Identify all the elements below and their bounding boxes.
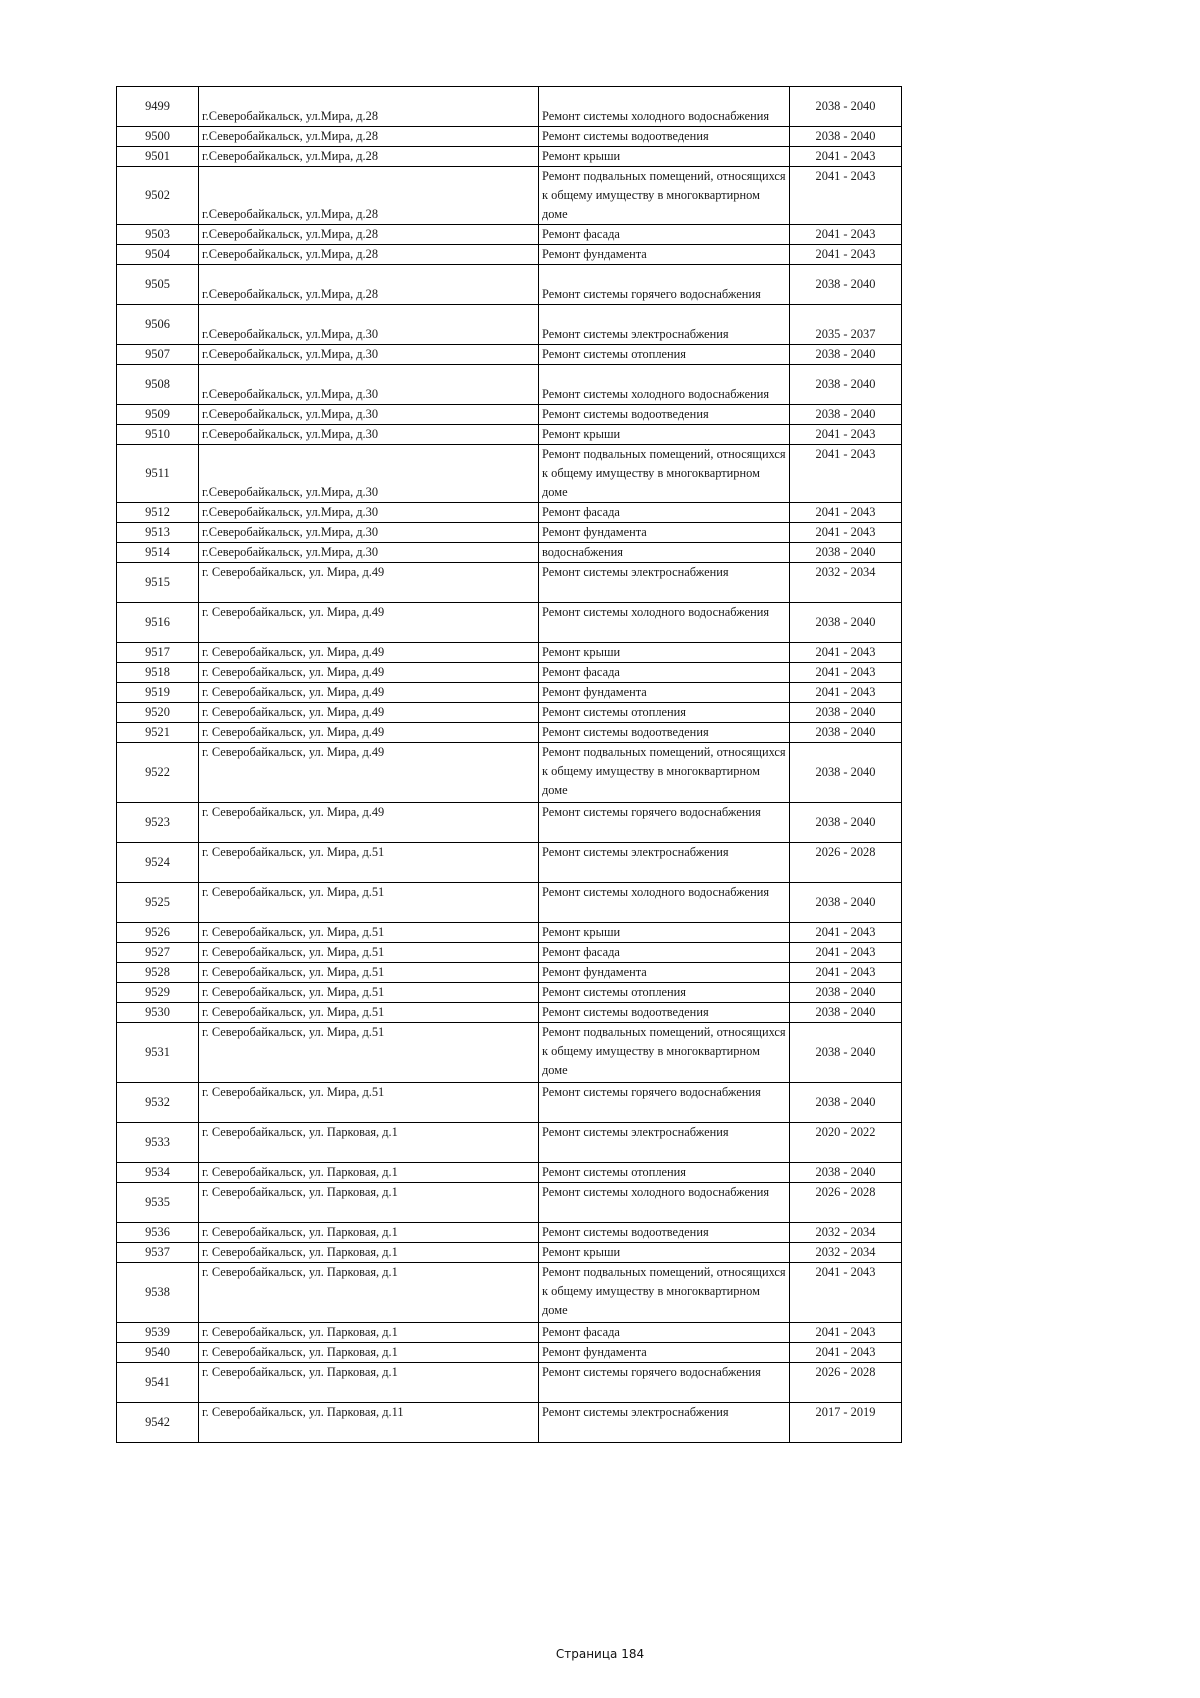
row-number: 9533 xyxy=(117,1123,199,1163)
row-number: 9535 xyxy=(117,1183,199,1223)
table-row xyxy=(117,803,902,843)
address-cell: г.Северобайкальск, ул.Мира, д.28 xyxy=(199,167,539,225)
work-type-cell: Ремонт системы электроснабжения xyxy=(539,843,790,883)
period-cell: 2026 - 2028 xyxy=(790,1183,902,1223)
table-row xyxy=(117,265,902,305)
row-number: 9518 xyxy=(117,663,199,683)
table-row xyxy=(117,563,902,603)
table-row xyxy=(117,883,902,923)
address-cell: г. Северобайкальск, ул. Мира, д.51 xyxy=(199,923,539,943)
work-type-cell: Ремонт крыши xyxy=(539,425,790,445)
row-number: 9519 xyxy=(117,683,199,703)
period-cell: 2038 - 2040 xyxy=(790,743,902,803)
period-cell: 2041 - 2043 xyxy=(790,425,902,445)
address-cell: г.Северобайкальск, ул.Мира, д.30 xyxy=(199,425,539,445)
period-cell: 2038 - 2040 xyxy=(790,365,902,405)
address-cell: г.Северобайкальск, ул.Мира, д.28 xyxy=(199,245,539,265)
work-type-cell: Ремонт системы холодного водоснабжения xyxy=(539,603,790,643)
address-cell: г. Северобайкальск, ул. Мира, д.51 xyxy=(199,943,539,963)
work-type-cell: Ремонт подвальных помещений, относящихся к общему имуществу в многоквартирном доме xyxy=(539,1023,790,1083)
row-number: 9538 xyxy=(117,1263,199,1323)
period-cell: 2041 - 2043 xyxy=(790,683,902,703)
row-number: 9512 xyxy=(117,503,199,523)
row-number: 9507 xyxy=(117,345,199,365)
row-number: 9526 xyxy=(117,923,199,943)
row-number: 9505 xyxy=(117,265,199,305)
period-cell: 2041 - 2043 xyxy=(790,943,902,963)
address-cell: г.Северобайкальск, ул.Мира, д.30 xyxy=(199,445,539,503)
row-number: 9542 xyxy=(117,1403,199,1443)
period-cell: 2041 - 2043 xyxy=(790,963,902,983)
work-type-cell: Ремонт фасада xyxy=(539,225,790,245)
period-cell: 2038 - 2040 xyxy=(790,127,902,147)
table-row xyxy=(117,1123,902,1163)
row-number: 9510 xyxy=(117,425,199,445)
table-row xyxy=(117,87,902,127)
address-cell: г.Северобайкальск, ул.Мира, д.28 xyxy=(199,87,539,127)
table-row xyxy=(117,225,902,245)
table-row xyxy=(117,703,902,723)
address-cell: г. Северобайкальск, ул. Мира, д.49 xyxy=(199,563,539,603)
work-type-cell: Ремонт системы водоотведения xyxy=(539,127,790,147)
table-row xyxy=(117,723,902,743)
address-cell: г. Северобайкальск, ул. Парковая, д.1 xyxy=(199,1363,539,1403)
table-row xyxy=(117,1023,902,1083)
work-type-cell: Ремонт системы отопления xyxy=(539,1163,790,1183)
row-number: 9513 xyxy=(117,523,199,543)
table-row xyxy=(117,1083,902,1123)
work-type-cell: Ремонт системы горячего водоснабжения xyxy=(539,803,790,843)
address-cell: г. Северобайкальск, ул. Мира, д.49 xyxy=(199,683,539,703)
work-type-cell: Ремонт системы водоотведения xyxy=(539,1003,790,1023)
row-number: 9515 xyxy=(117,563,199,603)
table-row xyxy=(117,743,902,803)
row-number: 9525 xyxy=(117,883,199,923)
table-row xyxy=(117,983,902,1003)
address-cell: г. Северобайкальск, ул. Мира, д.49 xyxy=(199,663,539,683)
period-cell: 2038 - 2040 xyxy=(790,1003,902,1023)
row-number: 9541 xyxy=(117,1363,199,1403)
period-cell: 2041 - 2043 xyxy=(790,245,902,265)
work-type-cell: Ремонт системы горячего водоснабжения xyxy=(539,1363,790,1403)
address-cell: г.Северобайкальск, ул.Мира, д.28 xyxy=(199,147,539,167)
address-cell: г. Северобайкальск, ул. Мира, д.51 xyxy=(199,843,539,883)
row-number: 9508 xyxy=(117,365,199,405)
period-cell: 2041 - 2043 xyxy=(790,225,902,245)
row-number: 9520 xyxy=(117,703,199,723)
work-type-cell: Ремонт фасада xyxy=(539,503,790,523)
address-cell: г.Северобайкальск, ул.Мира, д.30 xyxy=(199,523,539,543)
address-cell: г. Северобайкальск, ул. Парковая, д.1 xyxy=(199,1223,539,1243)
work-type-cell: Ремонт фундамента xyxy=(539,523,790,543)
table-row xyxy=(117,1343,902,1363)
address-cell: г. Северобайкальск, ул. Мира, д.49 xyxy=(199,603,539,643)
row-number: 9517 xyxy=(117,643,199,663)
row-number: 9506 xyxy=(117,305,199,345)
table-row xyxy=(117,1363,902,1403)
row-number: 9532 xyxy=(117,1083,199,1123)
repair-schedule-table xyxy=(116,86,902,1443)
address-cell: г.Северобайкальск, ул.Мира, д.28 xyxy=(199,265,539,305)
table-row xyxy=(117,1243,902,1263)
table-row xyxy=(117,245,902,265)
work-type-cell: Ремонт системы водоотведения xyxy=(539,405,790,425)
period-cell: 2041 - 2043 xyxy=(790,445,902,503)
table-row xyxy=(117,127,902,147)
table-row xyxy=(117,345,902,365)
period-cell: 2041 - 2043 xyxy=(790,503,902,523)
period-cell: 2041 - 2043 xyxy=(790,1343,902,1363)
address-cell: г. Северобайкальск, ул. Мира, д.51 xyxy=(199,1083,539,1123)
table-row xyxy=(117,1183,902,1223)
work-type-cell: Ремонт системы холодного водоснабжения xyxy=(539,883,790,923)
row-number: 9539 xyxy=(117,1323,199,1343)
row-number: 9537 xyxy=(117,1243,199,1263)
period-cell: 2041 - 2043 xyxy=(790,167,902,225)
address-cell: г. Северобайкальск, ул. Мира, д.49 xyxy=(199,803,539,843)
address-cell: г. Северобайкальск, ул. Парковая, д.1 xyxy=(199,1163,539,1183)
period-cell: 2038 - 2040 xyxy=(790,265,902,305)
table-row xyxy=(117,503,902,523)
table-row xyxy=(117,365,902,405)
work-type-cell: Ремонт системы водоотведения xyxy=(539,723,790,743)
row-number: 9500 xyxy=(117,127,199,147)
page-number: Страница 184 xyxy=(555,1647,645,1661)
address-cell: г. Северобайкальск, ул. Парковая, д.1 xyxy=(199,1243,539,1263)
row-number: 9514 xyxy=(117,543,199,563)
table-row xyxy=(117,523,902,543)
table-row xyxy=(117,445,902,503)
period-cell: 2038 - 2040 xyxy=(790,723,902,743)
address-cell: г.Северобайкальск, ул.Мира, д.28 xyxy=(199,127,539,147)
work-type-cell: Ремонт крыши xyxy=(539,923,790,943)
period-cell: 2038 - 2040 xyxy=(790,405,902,425)
row-number: 9499 xyxy=(117,87,199,127)
table-row xyxy=(117,1163,902,1183)
work-type-cell: Ремонт фасада xyxy=(539,663,790,683)
work-type-cell: Ремонт фасада xyxy=(539,943,790,963)
work-type-cell: Ремонт системы электроснабжения xyxy=(539,1123,790,1163)
address-cell: г. Северобайкальск, ул. Мира, д.49 xyxy=(199,723,539,743)
work-type-cell: водоснабжения xyxy=(539,543,790,563)
period-cell: 2038 - 2040 xyxy=(790,703,902,723)
work-type-cell: Ремонт системы холодного водоснабжения xyxy=(539,1183,790,1223)
address-cell: г.Северобайкальск, ул.Мира, д.30 xyxy=(199,365,539,405)
row-number: 9521 xyxy=(117,723,199,743)
table-row xyxy=(117,543,902,563)
address-cell: г. Северобайкальск, ул. Мира, д.51 xyxy=(199,963,539,983)
period-cell: 2038 - 2040 xyxy=(790,1083,902,1123)
address-cell: г. Северобайкальск, ул. Парковая, д.1 xyxy=(199,1183,539,1223)
period-cell: 2032 - 2034 xyxy=(790,563,902,603)
work-type-cell: Ремонт системы отопления xyxy=(539,983,790,1003)
period-cell: 2032 - 2034 xyxy=(790,1223,902,1243)
address-cell: г. Северобайкальск, ул. Парковая, д.11 xyxy=(199,1403,539,1443)
table-row xyxy=(117,147,902,167)
row-number: 9523 xyxy=(117,803,199,843)
address-cell: г. Северобайкальск, ул. Мира, д.49 xyxy=(199,643,539,663)
period-cell: 2038 - 2040 xyxy=(790,603,902,643)
row-number: 9502 xyxy=(117,167,199,225)
work-type-cell: Ремонт фундамента xyxy=(539,683,790,703)
row-number: 9531 xyxy=(117,1023,199,1083)
table-row xyxy=(117,425,902,445)
work-type-cell: Ремонт системы холодного водоснабжения xyxy=(539,87,790,127)
table-row xyxy=(117,643,902,663)
table-row xyxy=(117,1003,902,1023)
row-number: 9530 xyxy=(117,1003,199,1023)
address-cell: г. Северобайкальск, ул. Парковая, д.1 xyxy=(199,1123,539,1163)
work-type-cell: Ремонт системы горячего водоснабжения xyxy=(539,1083,790,1123)
period-cell: 2041 - 2043 xyxy=(790,523,902,543)
period-cell: 2041 - 2043 xyxy=(790,1263,902,1323)
table-row xyxy=(117,1403,902,1443)
address-cell: г. Северобайкальск, ул. Парковая, д.1 xyxy=(199,1263,539,1323)
period-cell: 2038 - 2040 xyxy=(790,1023,902,1083)
table-row xyxy=(117,663,902,683)
period-cell: 2038 - 2040 xyxy=(790,983,902,1003)
table-row xyxy=(117,1223,902,1243)
period-cell: 2038 - 2040 xyxy=(790,543,902,563)
work-type-cell: Ремонт системы отопления xyxy=(539,345,790,365)
address-cell: г. Северобайкальск, ул. Мира, д.49 xyxy=(199,743,539,803)
period-cell: 2038 - 2040 xyxy=(790,87,902,127)
period-cell: 2041 - 2043 xyxy=(790,1323,902,1343)
table-row xyxy=(117,405,902,425)
period-cell: 2038 - 2040 xyxy=(790,883,902,923)
table-row xyxy=(117,1323,902,1343)
row-number: 9534 xyxy=(117,1163,199,1183)
address-cell: г. Северобайкальск, ул. Мира, д.51 xyxy=(199,1023,539,1083)
address-cell: г.Северобайкальск, ул.Мира, д.30 xyxy=(199,543,539,563)
work-type-cell: Ремонт крыши xyxy=(539,643,790,663)
row-number: 9536 xyxy=(117,1223,199,1243)
period-cell: 2017 - 2019 xyxy=(790,1403,902,1443)
address-cell: г. Северобайкальск, ул. Мира, д.51 xyxy=(199,1003,539,1023)
work-type-cell: Ремонт системы водоотведения xyxy=(539,1223,790,1243)
table-body xyxy=(117,87,902,1443)
period-cell: 2038 - 2040 xyxy=(790,803,902,843)
table-row xyxy=(117,963,902,983)
table-row xyxy=(117,923,902,943)
work-type-cell: Ремонт фундамента xyxy=(539,245,790,265)
period-cell: 2035 - 2037 xyxy=(790,305,902,345)
address-cell: г. Северобайкальск, ул. Мира, д.49 xyxy=(199,703,539,723)
work-type-cell: Ремонт системы отопления xyxy=(539,703,790,723)
table-row xyxy=(117,167,902,225)
work-type-cell: Ремонт подвальных помещений, относящихся к общему имуществу в многоквартирном доме xyxy=(539,445,790,503)
row-number: 9504 xyxy=(117,245,199,265)
table-row xyxy=(117,943,902,963)
work-type-cell: Ремонт системы горячего водоснабжения xyxy=(539,265,790,305)
table-row xyxy=(117,683,902,703)
address-cell: г.Северобайкальск, ул.Мира, д.30 xyxy=(199,503,539,523)
row-number: 9516 xyxy=(117,603,199,643)
work-type-cell: Ремонт подвальных помещений, относящихся к общему имуществу в многоквартирном доме xyxy=(539,743,790,803)
row-number: 9529 xyxy=(117,983,199,1003)
address-cell: г. Северобайкальск, ул. Мира, д.51 xyxy=(199,983,539,1003)
address-cell: г. Северобайкальск, ул. Мира, д.51 xyxy=(199,883,539,923)
period-cell: 2032 - 2034 xyxy=(790,1243,902,1263)
address-cell: г.Северобайкальск, ул.Мира, д.30 xyxy=(199,345,539,365)
period-cell: 2041 - 2043 xyxy=(790,923,902,943)
table-row xyxy=(117,843,902,883)
address-cell: г. Северобайкальск, ул. Парковая, д.1 xyxy=(199,1323,539,1343)
row-number: 9503 xyxy=(117,225,199,245)
table-row xyxy=(117,603,902,643)
work-type-cell: Ремонт подвальных помещений, относящихся к общему имуществу в многоквартирном доме xyxy=(539,167,790,225)
period-cell: 2041 - 2043 xyxy=(790,663,902,683)
row-number: 9511 xyxy=(117,445,199,503)
work-type-cell: Ремонт фундамента xyxy=(539,1343,790,1363)
address-cell: г.Северобайкальск, ул.Мира, д.30 xyxy=(199,405,539,425)
row-number: 9522 xyxy=(117,743,199,803)
address-cell: г.Северобайкальск, ул.Мира, д.28 xyxy=(199,225,539,245)
address-cell: г.Северобайкальск, ул.Мира, д.30 xyxy=(199,305,539,345)
row-number: 9509 xyxy=(117,405,199,425)
period-cell: 2026 - 2028 xyxy=(790,843,902,883)
table-row xyxy=(117,305,902,345)
work-type-cell: Ремонт фундамента xyxy=(539,963,790,983)
period-cell: 2041 - 2043 xyxy=(790,147,902,167)
work-type-cell: Ремонт подвальных помещений, относящихся к общему имуществу в многоквартирном доме xyxy=(539,1263,790,1323)
work-type-cell: Ремонт фасада xyxy=(539,1323,790,1343)
row-number: 9501 xyxy=(117,147,199,167)
period-cell: 2038 - 2040 xyxy=(790,345,902,365)
work-type-cell: Ремонт системы электроснабжения xyxy=(539,305,790,345)
table-row xyxy=(117,1263,902,1323)
address-cell: г. Северобайкальск, ул. Парковая, д.1 xyxy=(199,1343,539,1363)
work-type-cell: Ремонт системы электроснабжения xyxy=(539,1403,790,1443)
period-cell: 2020 - 2022 xyxy=(790,1123,902,1163)
period-cell: 2026 - 2028 xyxy=(790,1363,902,1403)
work-type-cell: Ремонт системы холодного водоснабжения xyxy=(539,365,790,405)
row-number: 9524 xyxy=(117,843,199,883)
row-number: 9527 xyxy=(117,943,199,963)
work-type-cell: Ремонт системы электроснабжения xyxy=(539,563,790,603)
period-cell: 2038 - 2040 xyxy=(790,1163,902,1183)
work-type-cell: Ремонт крыши xyxy=(539,1243,790,1263)
row-number: 9540 xyxy=(117,1343,199,1363)
row-number: 9528 xyxy=(117,963,199,983)
period-cell: 2041 - 2043 xyxy=(790,643,902,663)
work-type-cell: Ремонт крыши xyxy=(539,147,790,167)
